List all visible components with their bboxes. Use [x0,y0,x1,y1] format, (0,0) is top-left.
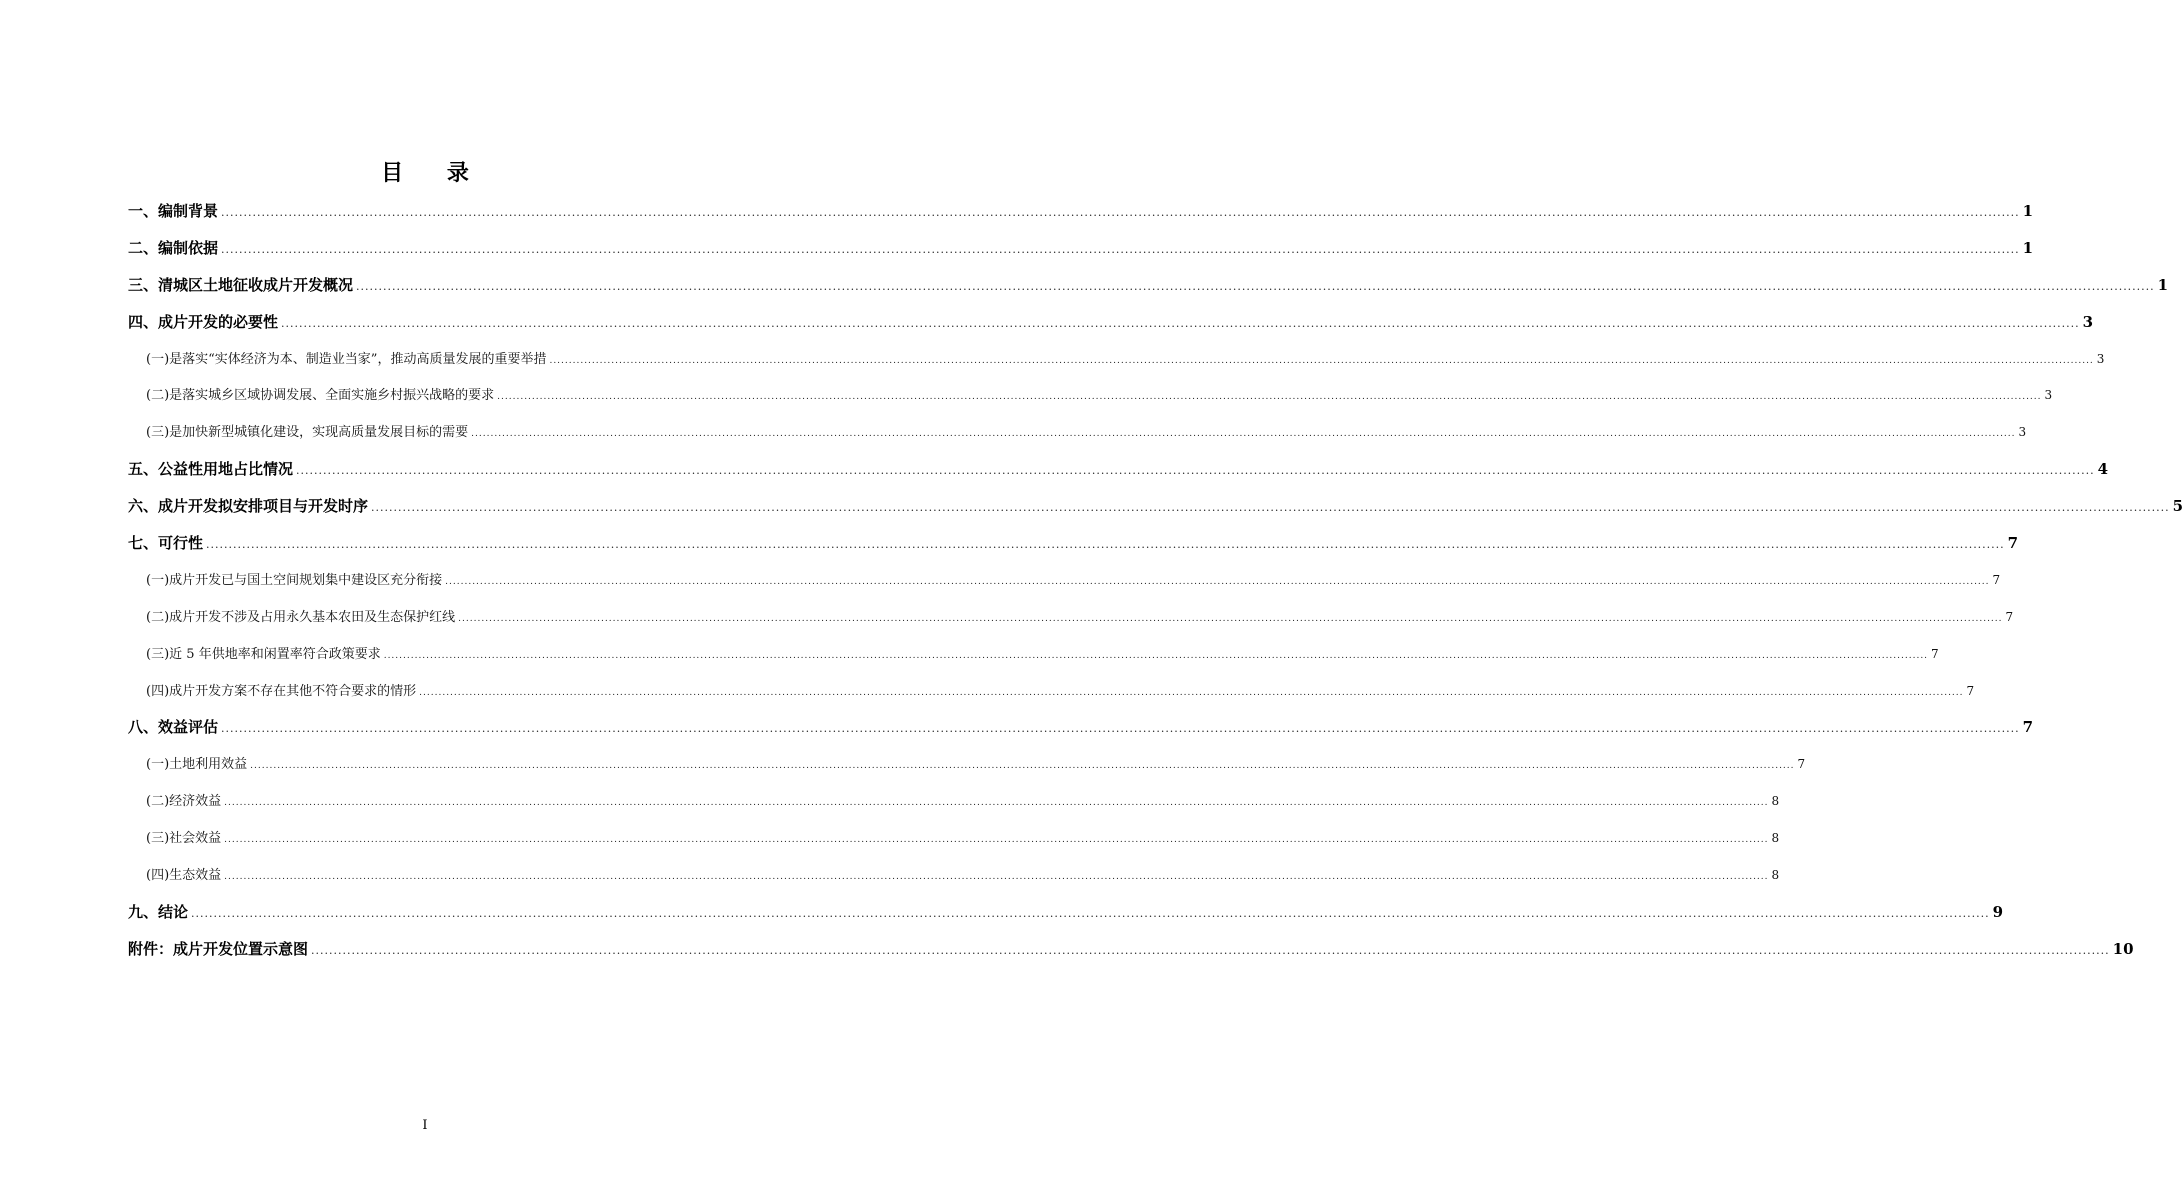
toc-entry-number: 一、 [128,202,159,220]
toc-leader-dots: ................................................................................................................................................................................................................................................................................................................................................................................................................ [497,392,2042,403]
toc-entry-number: (三) [146,425,170,441]
toc-entry-page: 10 [2112,939,2134,958]
toc-leader-dots: ................................................................................................................................................................................................................................................................................................................................................................................................................ [383,650,1929,661]
toc-entry-title: 公益性用地占比情况 [158,460,294,479]
toc-entry-number: 四、 [128,312,159,331]
toc-entry-number: (二) [146,388,170,404]
toc-entry-title: 近 5 年供地率和闲置率符合政策要求 [169,646,381,662]
toc-entry-page: 9 [1992,902,2004,921]
toc-entry-page: 8 [1771,831,1780,846]
toc-title: 目 录 [381,160,487,186]
toc-leader-dots: ................................................................................................................................................................................................................................................................................................................................................................................................................ [458,613,2003,624]
toc-entry-number: (三) [146,646,170,662]
toc-entry-title: 附件：成片开发位置示意图 [128,939,309,958]
toc-entry-number: (一) [146,757,170,773]
toc-entry-page: 3 [2082,312,2094,331]
toc-entry-title: 编制背景 [158,202,219,220]
toc-entry-page: 3 [2096,351,2105,366]
toc-entry-title: 生态效益 [169,868,222,884]
toc-entry[interactable] [128,454,2109,491]
toc-entry-page: 7 [1931,646,1939,661]
toc-entry-title: 社会效益 [169,831,222,847]
toc-entry-title: 是加快新型城镇化建设，实现高质量发展目标的需要 [169,425,469,441]
toc-entry-title: 成片开发拟安排项目与开发时序 [158,497,369,516]
toc-leader-dots: ................................................................................................................................................................................................................................................................................................................................................................................................................ [221,242,2020,256]
toc-entry-title: 是落实城乡区域协调发展、全面实施乡村振兴战略的要求 [169,388,495,404]
toc-entry-title: 成片开发不涉及占用永久基本农田及生态保护红线 [169,609,456,625]
toc-entry-number: (二) [146,794,170,810]
toc-leader-dots: ................................................................................................................................................................................................................................................................................................................................................................................................................ [224,798,1769,809]
toc-entry[interactable] [128,639,1939,676]
toc-entry[interactable] [128,196,2034,233]
toc-entry-number: (三) [146,831,170,847]
toc-entry-page: 1 [2022,238,2034,257]
toc-entry[interactable] [128,307,2094,344]
toc-entry-page: 7 [1992,572,2001,587]
toc-entry[interactable] [128,602,2014,639]
toc-entry-page: 3 [2044,388,2053,403]
toc-leader-dots: ................................................................................................................................................................................................................................................................................................................................................................................................................ [296,464,2095,478]
toc-leader-dots: ................................................................................................................................................................................................................................................................................................................................................................................................................ [549,355,2094,366]
toc-entry[interactable] [128,380,2053,417]
toc-entry-page: 7 [2022,718,2034,737]
toc-entry-page: 1 [2157,275,2169,294]
toc-entry-title: 清城区土地征收成片开发概况 [158,275,354,294]
toc-entry-title: 结论 [158,902,189,921]
toc-entry-number: 五、 [128,460,159,479]
toc-entry[interactable] [128,528,2019,565]
toc-entry-page: 8 [1771,794,1780,809]
toc-entry-title: 成片开发已与国土空间规划集中建设区充分衔接 [169,572,443,588]
toc-entry-number: 九、 [128,902,159,921]
toc-entry-page: 5 [2172,497,2183,516]
toc-entry-title: 效益评估 [158,718,219,737]
toc-entry[interactable] [128,565,2001,602]
toc-entry-title: 经济效益 [169,794,222,810]
toc-entry[interactable] [128,712,2034,749]
toc-entry-number: 七、 [128,534,159,553]
toc-entry-number: (一) [146,572,170,588]
toc-entry-page: 1 [2022,202,2034,220]
toc-entry-page: 7 [1966,683,1975,698]
toc-entry-page: 8 [1771,868,1780,883]
toc-entry-page: 7 [2005,609,2014,624]
toc-leader-dots: ................................................................................................................................................................................................................................................................................................................................................................................................................ [221,722,2020,736]
toc-entry[interactable] [128,417,2027,454]
toc-leader-dots: ................................................................................................................................................................................................................................................................................................................................................................................................................ [281,316,2080,330]
toc-leader-dots: ................................................................................................................................................................................................................................................................................................................................................................................................................ [445,576,1990,587]
toc-entry[interactable] [128,233,2034,270]
toc-entry-page: 7 [1797,757,1806,772]
toc-entry[interactable] [128,270,2169,307]
toc-entry-number: (四) [146,683,170,699]
toc-entry[interactable] [128,786,1780,823]
table-of-contents [128,196,2183,971]
toc-entry-number: 三、 [128,275,159,294]
toc-leader-dots: ................................................................................................................................................................................................................................................................................................................................................................................................................ [356,279,2155,293]
toc-entry-title: 成片开发方案不存在其他不符合要求的情形 [169,683,417,699]
toc-entry-number: 二、 [128,238,159,257]
toc-leader-dots: ................................................................................................................................................................................................................................................................................................................................................................................................................ [371,501,2170,515]
toc-leader-dots: ................................................................................................................................................................................................................................................................................................................................................................................................................ [471,429,2016,440]
toc-entry-title: 编制依据 [158,238,219,257]
toc-entry[interactable] [128,897,2004,934]
toc-entry[interactable] [128,860,1780,897]
toc-entry[interactable] [128,491,2183,528]
toc-entry-title: 是落实“实体经济为本、制造业当家”，推动高质量发展的重要举措 [169,351,547,367]
toc-entry[interactable] [128,344,2105,381]
toc-leader-dots: ................................................................................................................................................................................................................................................................................................................................................................................................................ [311,943,2110,957]
toc-entry-number: (四) [146,868,170,884]
toc-leader-dots: ................................................................................................................................................................................................................................................................................................................................................................................................................ [250,761,1795,772]
toc-entry-number: (一) [146,351,170,367]
toc-leader-dots: ................................................................................................................................................................................................................................................................................................................................................................................................................ [224,872,1769,883]
toc-entry-page: 3 [2018,425,2027,440]
toc-entry-title: 可行性 [158,534,204,553]
toc-entry[interactable] [128,934,2134,971]
toc-entry[interactable] [128,749,1806,786]
toc-entry-page: 7 [2007,534,2019,553]
toc-entry[interactable] [128,676,1975,713]
toc-entry-title: 土地利用效益 [169,757,248,773]
toc-leader-dots: ................................................................................................................................................................................................................................................................................................................................................................................................................ [419,687,1964,698]
toc-leader-dots: ................................................................................................................................................................................................................................................................................................................................................................................................................ [191,906,1990,920]
toc-entry-page: 4 [2097,460,2109,479]
toc-entry-number: (二) [146,609,170,625]
toc-leader-dots: ................................................................................................................................................................................................................................................................................................................................................................................................................ [221,206,2020,219]
toc-leader-dots: ................................................................................................................................................................................................................................................................................................................................................................................................................ [224,835,1769,846]
toc-entry-title: 成片开发的必要性 [158,312,279,331]
toc-leader-dots: ................................................................................................................................................................................................................................................................................................................................................................................................................ [206,538,2005,552]
toc-entry-number: 八、 [128,718,159,737]
page-number-footer: I [422,1118,428,1133]
toc-entry-number: 六、 [128,497,159,516]
toc-entry[interactable] [128,823,1780,860]
